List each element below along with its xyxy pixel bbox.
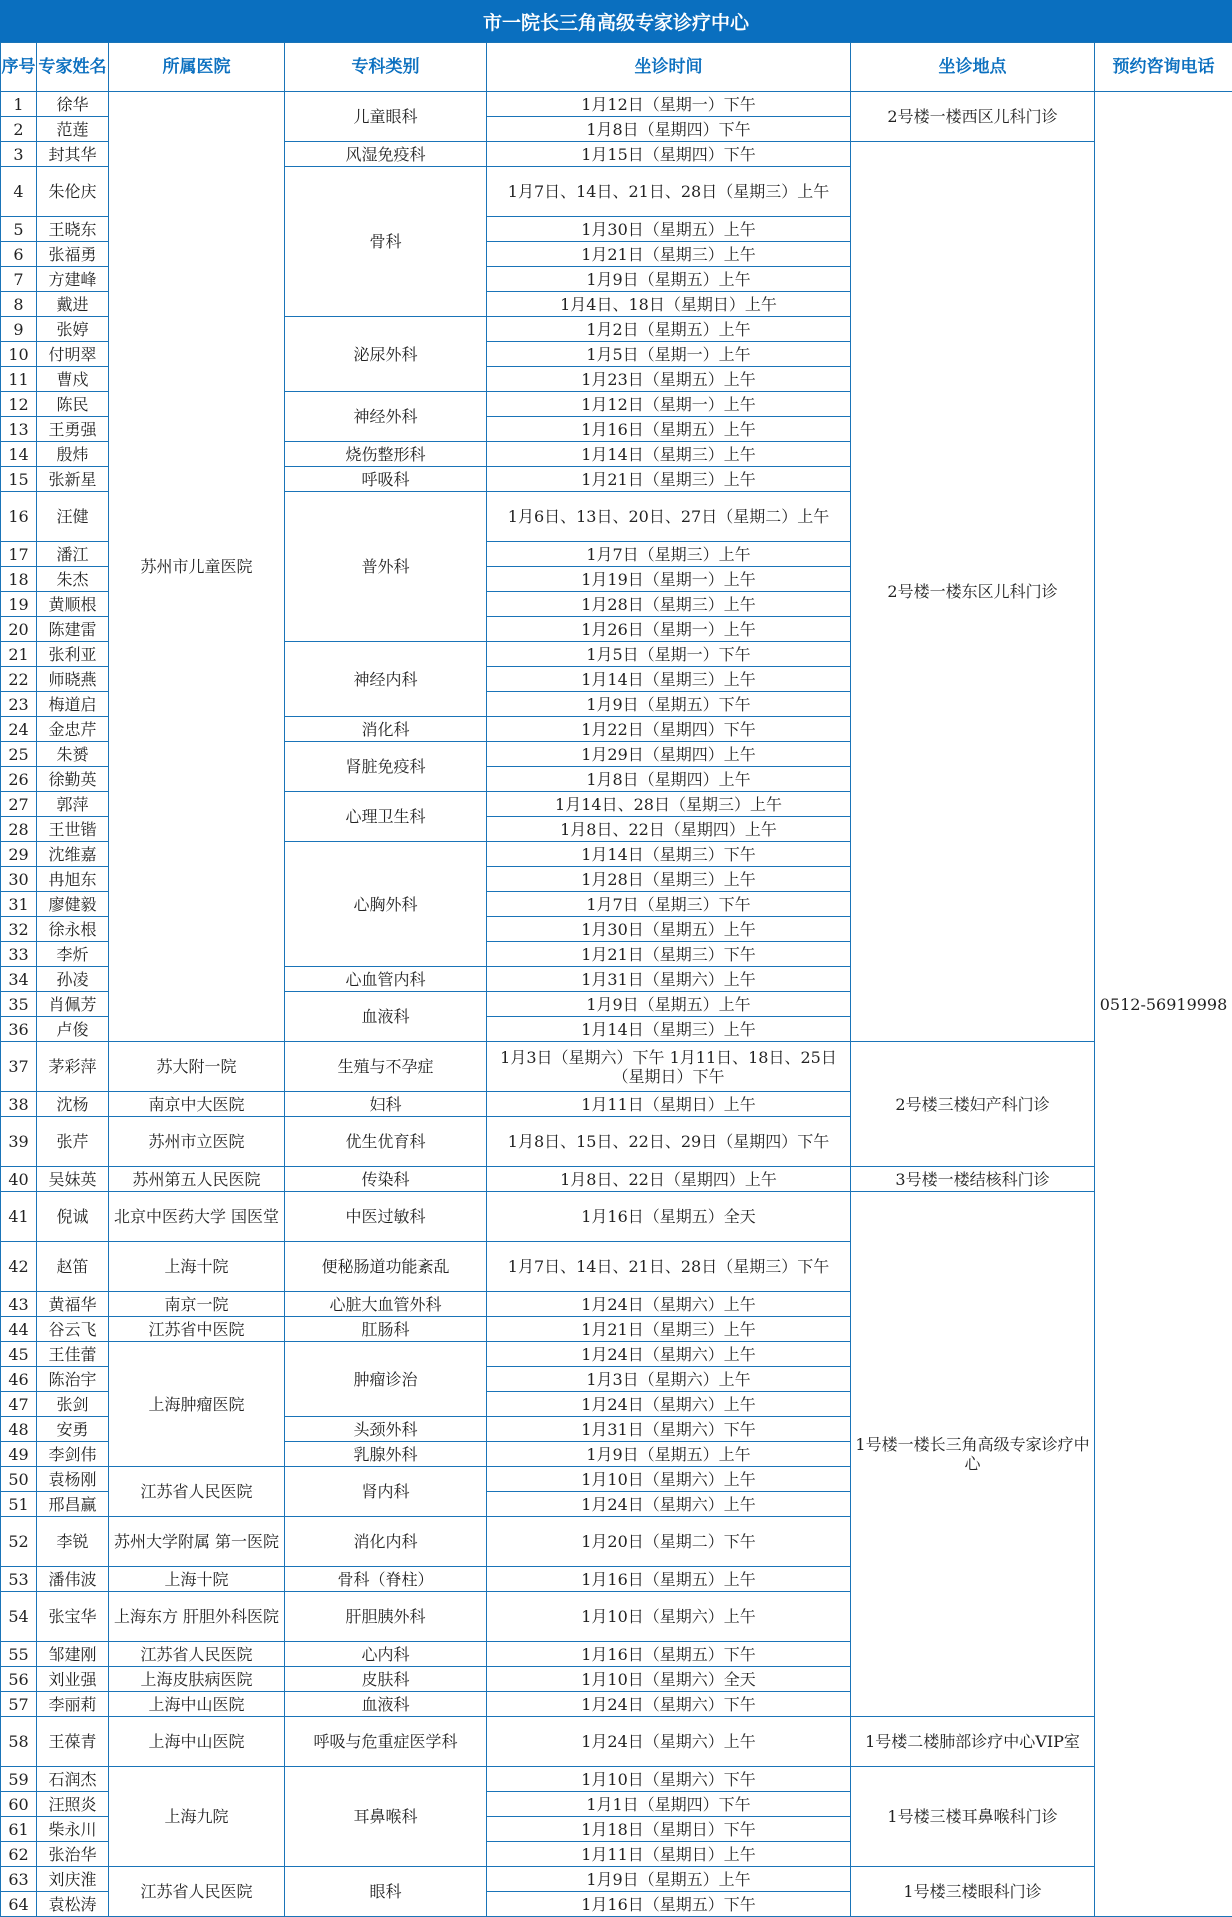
- row-number: 53: [1, 1567, 37, 1592]
- expert-name: 王世锴: [37, 817, 109, 842]
- schedule-time: 1月8日、15日、22日、29日（星期四）下午: [487, 1117, 851, 1167]
- schedule-time: 1月9日（星期五）上午: [487, 992, 851, 1017]
- hospital-cell: 上海十院: [109, 1242, 285, 1292]
- expert-name: 张利亚: [37, 642, 109, 667]
- department-cell: 心内科: [285, 1642, 487, 1667]
- expert-name: 袁杨刚: [37, 1467, 109, 1492]
- schedule-time: 1月9日（星期五）上午: [487, 1867, 851, 1892]
- schedule-time: 1月12日（星期一）上午: [487, 392, 851, 417]
- location-cell: 1号楼二楼肺部诊疗中心VIP室: [851, 1717, 1095, 1767]
- row-number: 36: [1, 1017, 37, 1042]
- row-number: 7: [1, 267, 37, 292]
- expert-name: 安勇: [37, 1417, 109, 1442]
- row-number: 15: [1, 467, 37, 492]
- row-number: 31: [1, 892, 37, 917]
- row-number: 40: [1, 1167, 37, 1192]
- expert-name: 黄顺根: [37, 592, 109, 617]
- schedule-time: 1月22日（星期四）下午: [487, 717, 851, 742]
- hospital-cell: 上海东方 肝胆外科医院: [109, 1592, 285, 1642]
- row-number: 46: [1, 1367, 37, 1392]
- schedule-time: 1月5日（星期一）下午: [487, 642, 851, 667]
- location-cell: 1号楼三楼眼科门诊: [851, 1867, 1095, 1917]
- schedule-time: 1月12日（星期一）下午: [487, 92, 851, 117]
- schedule-time: 1月7日（星期三）下午: [487, 892, 851, 917]
- row-number: 52: [1, 1517, 37, 1567]
- expert-name: 李锐: [37, 1517, 109, 1567]
- expert-name: 张芹: [37, 1117, 109, 1167]
- schedule-time: 1月10日（星期六）全天: [487, 1667, 851, 1692]
- row-number: 6: [1, 242, 37, 267]
- row-number: 59: [1, 1767, 37, 1792]
- hospital-cell: 苏州大学附属 第一医院: [109, 1517, 285, 1567]
- schedule-time: 1月30日（星期五）上午: [487, 217, 851, 242]
- expert-name: 沈杨: [37, 1092, 109, 1117]
- hospital-cell: 江苏省中医院: [109, 1317, 285, 1342]
- expert-name: 冉旭东: [37, 867, 109, 892]
- schedule-time: 1月16日（星期五）下午: [487, 1642, 851, 1667]
- row-number: 16: [1, 492, 37, 542]
- expert-name: 潘伟波: [37, 1567, 109, 1592]
- schedule-time: 1月31日（星期六）上午: [487, 967, 851, 992]
- row-number: 57: [1, 1692, 37, 1717]
- table-row: [1, 1867, 1232, 1892]
- row-number: 49: [1, 1442, 37, 1467]
- phone-cell: 0512-56919998: [1095, 92, 1232, 1917]
- schedule-time: 1月11日（星期日）上午: [487, 1092, 851, 1117]
- schedule-time: 1月2日（星期五）上午: [487, 317, 851, 342]
- location-cell: 2号楼一楼西区儿科门诊: [851, 92, 1095, 142]
- table-row: [1, 1717, 1232, 1767]
- schedule-time: 1月10日（星期六）上午: [487, 1467, 851, 1492]
- expert-name: 谷云飞: [37, 1317, 109, 1342]
- row-number: 38: [1, 1092, 37, 1117]
- department-cell: 心脏大血管外科: [285, 1292, 487, 1317]
- schedule-time: 1月15日（星期四）下午: [487, 142, 851, 167]
- schedule-time: 1月14日（星期三）下午: [487, 842, 851, 867]
- schedule-time: 1月31日（星期六）下午: [487, 1417, 851, 1442]
- schedule-time: 1月19日（星期一）上午: [487, 567, 851, 592]
- expert-name: 潘江: [37, 542, 109, 567]
- expert-name: 朱杰: [37, 567, 109, 592]
- expert-name: 黄福华: [37, 1292, 109, 1317]
- schedule-time: 1月7日、14日、21日、28日（星期三）上午: [487, 167, 851, 217]
- expert-name: 卢俊: [37, 1017, 109, 1042]
- expert-name: 王勇强: [37, 417, 109, 442]
- schedule-time: 1月6日、13日、20日、27日（星期二）上午: [487, 492, 851, 542]
- row-number: 58: [1, 1717, 37, 1767]
- expert-name: 李剑伟: [37, 1442, 109, 1467]
- expert-name: 朱伦庆: [37, 167, 109, 217]
- row-number: 55: [1, 1642, 37, 1667]
- schedule-time: 1月26日（星期一）上午: [487, 617, 851, 642]
- schedule-time: 1月18日（星期日）下午: [487, 1817, 851, 1842]
- row-number: 18: [1, 567, 37, 592]
- hospital-cell: 上海中山医院: [109, 1692, 285, 1717]
- schedule-time: 1月9日（星期五）上午: [487, 267, 851, 292]
- location-cell: 2号楼三楼妇产科门诊: [851, 1042, 1095, 1167]
- schedule-time: 1月16日（星期五）上午: [487, 1567, 851, 1592]
- schedule-time: 1月20日（星期二）下午: [487, 1517, 851, 1567]
- department-cell: 心胸外科: [285, 842, 487, 967]
- row-number: 20: [1, 617, 37, 642]
- hospital-cell: 上海皮肤病医院: [109, 1667, 285, 1692]
- expert-name: 袁松涛: [37, 1892, 109, 1917]
- row-number: 1: [1, 92, 37, 117]
- expert-name: 李丽莉: [37, 1692, 109, 1717]
- row-number: 51: [1, 1492, 37, 1517]
- expert-name: 封其华: [37, 142, 109, 167]
- schedule-time: 1月10日（星期六）下午: [487, 1767, 851, 1792]
- department-cell: 中医过敏科: [285, 1192, 487, 1242]
- department-cell: 心血管内科: [285, 967, 487, 992]
- row-number: 45: [1, 1342, 37, 1367]
- table-row: [1, 92, 1232, 117]
- department-cell: 呼吸科: [285, 467, 487, 492]
- expert-name: 师晓燕: [37, 667, 109, 692]
- header-no: 序号: [1, 43, 37, 92]
- row-number: 37: [1, 1042, 37, 1092]
- expert-name: 徐华: [37, 92, 109, 117]
- department-cell: 肛肠科: [285, 1317, 487, 1342]
- row-number: 24: [1, 717, 37, 742]
- expert-name: 戴进: [37, 292, 109, 317]
- expert-name: 刘庆淮: [37, 1867, 109, 1892]
- department-cell: 烧伤整形科: [285, 442, 487, 467]
- department-cell: 心理卫生科: [285, 792, 487, 842]
- department-cell: 传染科: [285, 1167, 487, 1192]
- row-number: 27: [1, 792, 37, 817]
- row-number: 9: [1, 317, 37, 342]
- department-cell: 优生优育科: [285, 1117, 487, 1167]
- hospital-cell: 南京一院: [109, 1292, 285, 1317]
- department-cell: 生殖与不孕症: [285, 1042, 487, 1092]
- schedule-time: 1月16日（星期五）下午: [487, 1892, 851, 1917]
- department-cell: 骨科（脊柱）: [285, 1567, 487, 1592]
- hospital-cell: 上海九院: [109, 1767, 285, 1867]
- row-number: 17: [1, 542, 37, 567]
- schedule-time: 1月16日（星期五）全天: [487, 1192, 851, 1242]
- header-hospital: 所属医院: [109, 43, 285, 92]
- row-number: 10: [1, 342, 37, 367]
- row-number: 2: [1, 117, 37, 142]
- schedule-time: 1月5日（星期一）上午: [487, 342, 851, 367]
- hospital-cell: 北京中医药大学 国医堂: [109, 1192, 285, 1242]
- schedule-time: 1月24日（星期六）上午: [487, 1342, 851, 1367]
- schedule-time: 1月29日（星期四）上午: [487, 742, 851, 767]
- department-cell: 便秘肠道功能紊乱: [285, 1242, 487, 1292]
- hospital-cell: 苏州第五人民医院: [109, 1167, 285, 1192]
- department-cell: 血液科: [285, 992, 487, 1042]
- expert-name: 王葆青: [37, 1717, 109, 1767]
- table-row: [1, 1042, 1232, 1092]
- department-cell: 消化科: [285, 717, 487, 742]
- row-number: 39: [1, 1117, 37, 1167]
- expert-name: 梅道启: [37, 692, 109, 717]
- schedule-time: 1月28日（星期三）上午: [487, 592, 851, 617]
- expert-name: 朱赟: [37, 742, 109, 767]
- department-cell: 皮肤科: [285, 1667, 487, 1692]
- schedule-time: 1月9日（星期五）上午: [487, 1442, 851, 1467]
- location-cell: 2号楼一楼东区儿科门诊: [851, 142, 1095, 1042]
- expert-name: 刘业强: [37, 1667, 109, 1692]
- expert-name: 郭萍: [37, 792, 109, 817]
- department-cell: 眼科: [285, 1867, 487, 1917]
- location-cell: 1号楼一楼长三角高级专家诊疗中心: [851, 1192, 1095, 1717]
- row-number: 21: [1, 642, 37, 667]
- hospital-cell: 南京中大医院: [109, 1092, 285, 1117]
- schedule-time: 1月8日、22日（星期四）上午: [487, 1167, 851, 1192]
- row-number: 32: [1, 917, 37, 942]
- row-number: 56: [1, 1667, 37, 1692]
- expert-name: 茅彩萍: [37, 1042, 109, 1092]
- department-cell: 乳腺外科: [285, 1442, 487, 1467]
- row-number: 44: [1, 1317, 37, 1342]
- table-row: [1, 1192, 1232, 1242]
- schedule-time: 1月14日（星期三）上午: [487, 442, 851, 467]
- header-row: [1, 43, 1232, 92]
- schedule-time: 1月1日（星期四）下午: [487, 1792, 851, 1817]
- expert-name: 徐勤英: [37, 767, 109, 792]
- row-number: 30: [1, 867, 37, 892]
- expert-name: 邹建刚: [37, 1642, 109, 1667]
- department-cell: 呼吸与危重症医学科: [285, 1717, 487, 1767]
- row-number: 47: [1, 1392, 37, 1417]
- row-number: 29: [1, 842, 37, 867]
- header-location: 坐诊地点: [851, 43, 1095, 92]
- page-title: 市一院长三角高级专家诊疗中心: [0, 0, 1232, 42]
- hospital-cell: 江苏省人民医院: [109, 1642, 285, 1667]
- department-cell: 普外科: [285, 492, 487, 642]
- expert-name: 方建峰: [37, 267, 109, 292]
- row-number: 43: [1, 1292, 37, 1317]
- expert-name: 汪健: [37, 492, 109, 542]
- expert-name: 汪照炎: [37, 1792, 109, 1817]
- table-row: [1, 1767, 1232, 1792]
- department-cell: 耳鼻喉科: [285, 1767, 487, 1867]
- hospital-cell: 江苏省人民医院: [109, 1467, 285, 1517]
- department-cell: 血液科: [285, 1692, 487, 1717]
- expert-name: 范莲: [37, 117, 109, 142]
- expert-name: 李炘: [37, 942, 109, 967]
- expert-name: 金忠芹: [37, 717, 109, 742]
- row-number: 5: [1, 217, 37, 242]
- row-number: 61: [1, 1817, 37, 1842]
- expert-name: 王晓东: [37, 217, 109, 242]
- expert-name: 张剑: [37, 1392, 109, 1417]
- department-cell: 妇科: [285, 1092, 487, 1117]
- schedule-time: 1月21日（星期三）下午: [487, 942, 851, 967]
- department-cell: 肝胆胰外科: [285, 1592, 487, 1642]
- hospital-cell: 苏州市儿童医院: [109, 92, 285, 1042]
- row-number: 42: [1, 1242, 37, 1292]
- schedule-time: 1月24日（星期六）上午: [487, 1292, 851, 1317]
- expert-name: 陈民: [37, 392, 109, 417]
- header-time: 坐诊时间: [487, 43, 851, 92]
- row-number: 26: [1, 767, 37, 792]
- hospital-cell: 上海中山医院: [109, 1717, 285, 1767]
- schedule-time: 1月14日、28日（星期三）上午: [487, 792, 851, 817]
- schedule-time: 1月21日（星期三）上午: [487, 467, 851, 492]
- row-number: 11: [1, 367, 37, 392]
- department-cell: 泌尿外科: [285, 317, 487, 392]
- expert-name: 殷炜: [37, 442, 109, 467]
- department-cell: 肾脏免疫科: [285, 742, 487, 792]
- row-number: 33: [1, 942, 37, 967]
- schedule-time: 1月8日（星期四）上午: [487, 767, 851, 792]
- row-number: 23: [1, 692, 37, 717]
- row-number: 60: [1, 1792, 37, 1817]
- schedule-time: 1月4日、18日（星期日）上午: [487, 292, 851, 317]
- header-department: 专科类别: [285, 43, 487, 92]
- schedule-time: 1月14日（星期三）上午: [487, 1017, 851, 1042]
- schedule-time: 1月24日（星期六）上午: [487, 1492, 851, 1517]
- row-number: 13: [1, 417, 37, 442]
- expert-name: 赵笛: [37, 1242, 109, 1292]
- row-number: 54: [1, 1592, 37, 1642]
- row-number: 48: [1, 1417, 37, 1442]
- department-cell: 肿瘤诊治: [285, 1342, 487, 1417]
- expert-name: 张治华: [37, 1842, 109, 1867]
- expert-name: 石润杰: [37, 1767, 109, 1792]
- expert-name: 王佳蕾: [37, 1342, 109, 1367]
- hospital-cell: 上海十院: [109, 1567, 285, 1592]
- expert-name: 沈维嘉: [37, 842, 109, 867]
- schedule-time: 1月7日（星期三）上午: [487, 542, 851, 567]
- row-number: 62: [1, 1842, 37, 1867]
- schedule-time: 1月28日（星期三）上午: [487, 867, 851, 892]
- department-cell: 骨科: [285, 167, 487, 317]
- expert-name: 张新星: [37, 467, 109, 492]
- schedule-time: 1月23日（星期五）上午: [487, 367, 851, 392]
- schedule-time: 1月21日（星期三）上午: [487, 242, 851, 267]
- location-cell: 1号楼三楼耳鼻喉科门诊: [851, 1767, 1095, 1867]
- row-number: 19: [1, 592, 37, 617]
- schedule-time: 1月24日（星期六）下午: [487, 1692, 851, 1717]
- hospital-cell: 苏州市立医院: [109, 1117, 285, 1167]
- department-cell: 消化内科: [285, 1517, 487, 1567]
- schedule-table: [0, 42, 1232, 1917]
- schedule-time: 1月24日（星期六）上午: [487, 1392, 851, 1417]
- expert-name: 徐永根: [37, 917, 109, 942]
- hospital-cell: 苏大附一院: [109, 1042, 285, 1092]
- expert-name: 吴妹英: [37, 1167, 109, 1192]
- schedule-time: 1月21日（星期三）上午: [487, 1317, 851, 1342]
- schedule-time: 1月14日（星期三）上午: [487, 667, 851, 692]
- row-number: 63: [1, 1867, 37, 1892]
- expert-name: 曹戍: [37, 367, 109, 392]
- header-name: 专家姓名: [37, 43, 109, 92]
- expert-name: 张福勇: [37, 242, 109, 267]
- department-cell: 儿童眼科: [285, 92, 487, 142]
- expert-name: 陈建雷: [37, 617, 109, 642]
- row-number: 28: [1, 817, 37, 842]
- row-number: 4: [1, 167, 37, 217]
- expert-name: 肖佩芳: [37, 992, 109, 1017]
- row-number: 50: [1, 1467, 37, 1492]
- schedule-time: 1月11日（星期日）上午: [487, 1842, 851, 1867]
- schedule-time: 1月7日、14日、21日、28日（星期三）下午: [487, 1242, 851, 1292]
- schedule-time: 1月9日（星期五）下午: [487, 692, 851, 717]
- row-number: 34: [1, 967, 37, 992]
- schedule-time: 1月8日、22日（星期四）上午: [487, 817, 851, 842]
- location-cell: 3号楼一楼结核科门诊: [851, 1167, 1095, 1192]
- hospital-cell: 江苏省人民医院: [109, 1867, 285, 1917]
- table-row: [1, 1167, 1232, 1192]
- department-cell: 头颈外科: [285, 1417, 487, 1442]
- schedule-time: 1月30日（星期五）上午: [487, 917, 851, 942]
- row-number: 3: [1, 142, 37, 167]
- row-number: 64: [1, 1892, 37, 1917]
- expert-name: 付明翠: [37, 342, 109, 367]
- expert-name: 张宝华: [37, 1592, 109, 1642]
- hospital-cell: 上海肿瘤医院: [109, 1342, 285, 1467]
- expert-name: 孙凌: [37, 967, 109, 992]
- schedule-time: 1月3日（星期六）下午 1月11日、18日、25日（星期日）下午: [487, 1042, 851, 1092]
- header-phone: 预约咨询电话: [1095, 43, 1232, 92]
- row-number: 25: [1, 742, 37, 767]
- row-number: 8: [1, 292, 37, 317]
- expert-name: 张婷: [37, 317, 109, 342]
- schedule-time: 1月3日（星期六）上午: [487, 1367, 851, 1392]
- expert-name: 倪诚: [37, 1192, 109, 1242]
- row-number: 12: [1, 392, 37, 417]
- department-cell: 神经外科: [285, 392, 487, 442]
- row-number: 41: [1, 1192, 37, 1242]
- department-cell: 肾内科: [285, 1467, 487, 1517]
- schedule-time: 1月24日（星期六）上午: [487, 1717, 851, 1767]
- expert-name: 陈治宇: [37, 1367, 109, 1392]
- department-cell: 风湿免疫科: [285, 142, 487, 167]
- row-number: 14: [1, 442, 37, 467]
- row-number: 35: [1, 992, 37, 1017]
- expert-name: 邢昌赢: [37, 1492, 109, 1517]
- row-number: 22: [1, 667, 37, 692]
- schedule-time: 1月8日（星期四）下午: [487, 117, 851, 142]
- expert-name: 廖健毅: [37, 892, 109, 917]
- schedule-time: 1月10日（星期六）上午: [487, 1592, 851, 1642]
- expert-name: 柴永川: [37, 1817, 109, 1842]
- department-cell: 神经内科: [285, 642, 487, 717]
- schedule-time: 1月16日（星期五）上午: [487, 417, 851, 442]
